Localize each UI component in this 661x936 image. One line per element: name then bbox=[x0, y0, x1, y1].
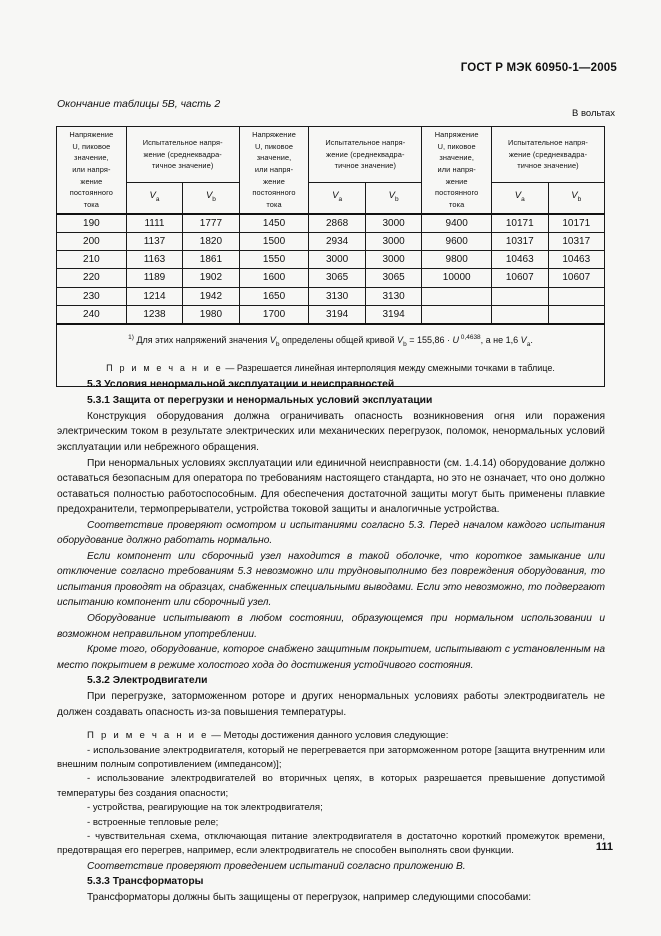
cell-u: 190 bbox=[57, 214, 127, 233]
cell-va: 3000 bbox=[309, 251, 365, 269]
cell-vb: 1942 bbox=[183, 287, 239, 305]
body-paragraph: При перегрузке, заторможенном роторе и других ненормальных условиях работы электродвигатель не должен создавать опасность из-за повышения температуры. bbox=[57, 691, 605, 718]
body-paragraph-italic: Если компонент или сборочный узел находится в такой оболочке, что короткое замыкание или отключение согласно требованиям 5.3 невозможно или трудновыполнимо без повреждения оборудования, то испытания проводят на образцах, снабженных специальными выводами. Если это невозможно, то подвергают испытанию компонент или сборочный узел. bbox=[57, 550, 605, 609]
cell-va: 1214 bbox=[126, 287, 182, 305]
cell-va: 10463 bbox=[492, 251, 548, 269]
voltage-table bbox=[56, 126, 605, 387]
cell-vb: 3194 bbox=[365, 305, 421, 324]
header-voltage-col-1: Напряжение U, пиковое значение, или напря- жение постоянного тока bbox=[57, 127, 127, 214]
cell-va: 1111 bbox=[126, 214, 182, 233]
table-row bbox=[57, 287, 605, 305]
cell-u: 220 bbox=[57, 269, 127, 287]
cell-u: 9600 bbox=[422, 233, 492, 251]
cell-va: 1238 bbox=[126, 305, 182, 324]
cell-vb: 1777 bbox=[183, 214, 239, 233]
table-header-row-1 bbox=[57, 127, 605, 183]
header-va-1: $V_a$ bbox=[126, 183, 182, 214]
cell-u bbox=[422, 287, 492, 305]
header-va-2: $V_a$ bbox=[309, 183, 365, 214]
body-paragraph-italic: Кроме того, оборудование, которое снабжено защитным покрытием, испытывают с установленным на место покрытием в режиме холостого хода до достижения устойчивого состояния. bbox=[57, 644, 605, 671]
body-paragraph: Конструкция оборудования должна ограничивать опасность возникновения огня или поражения электрическим током в результате электрических или механических перегрузок, поломок, ненормальных условий эксплуатации или небрежного обращения. bbox=[57, 410, 605, 453]
cell-va: 3130 bbox=[309, 287, 365, 305]
table-note-line: П р и м е ч а н и е — Разрешается линейная интерполяция между смежными точками в таблице. bbox=[106, 363, 555, 374]
header-vb-2: $V_b$ bbox=[365, 183, 421, 214]
header-voltage-col-3: Напряжение U, пиковое значение, или напря- жение постоянного тока bbox=[422, 127, 492, 214]
cell-va: 1163 bbox=[126, 251, 182, 269]
cell-u: 1450 bbox=[239, 214, 309, 233]
cell-vb: 1980 bbox=[183, 305, 239, 324]
cell-va: 10171 bbox=[492, 214, 548, 233]
header-va-3: $V_a$ bbox=[492, 183, 548, 214]
body-paragraph: При ненормальных условиях эксплуатации или единичной неисправности (см. 1.4.14) оборудование должно оставаться безопасным для оператора по требованиям настоящего стандарта, но это не означает, что оно должно оставаться полностью работоспособным. Для обеспечения достаточной защиты могут быть применены плавкие предохранители, термопрерыватели, устройства токовой защиты и аналогичные устройства. bbox=[57, 457, 605, 516]
cell-u: 200 bbox=[57, 233, 127, 251]
cell-va: 3194 bbox=[309, 305, 365, 324]
cell-va: 10317 bbox=[492, 233, 548, 251]
table-header-row-2 bbox=[57, 183, 605, 214]
body-bullet: - использование электродвигателя, который не перегревается при заторможенном роторе [защита внутренним или внешним полным сопротивлением (импедансом)]; bbox=[57, 744, 605, 771]
body-paragraph: Трансформаторы должны быть защищены от перегрузок, например следующими способами: bbox=[87, 892, 532, 904]
cell-u: 1600 bbox=[239, 269, 309, 287]
table-row bbox=[57, 269, 605, 287]
cell-vb bbox=[548, 305, 605, 324]
units-label: В вольтах bbox=[571, 108, 615, 119]
header-test-voltage-col-2: Испытательное напря- жение (среднеквадра- тичное значение) bbox=[309, 127, 422, 183]
body-bullet: - встроенные тепловые реле; bbox=[87, 816, 219, 828]
cell-u: 1500 bbox=[239, 233, 309, 251]
cell-vb: 1902 bbox=[183, 269, 239, 287]
header-test-voltage-col-3: Испытательное напря- жение (среднеквадра- тичное значение) bbox=[492, 127, 605, 183]
footnote-formula-line: $^{1)}$ Для этих напряжений значения $V_b$ определены общей кривой $V_b = 155,86 \cdot U$ $^{0,4638}$, а не 1,6 $V_a$. bbox=[128, 333, 533, 348]
cell-vb: 3000 bbox=[365, 251, 421, 269]
cell-va: 3065 bbox=[309, 269, 365, 287]
cell-u bbox=[422, 305, 492, 324]
body-bullet: - устройства, реагирующие на ток электродвигателя; bbox=[87, 802, 323, 814]
cell-va: 2934 bbox=[309, 233, 365, 251]
cell-u: 9400 bbox=[422, 214, 492, 233]
cell-u: 1650 bbox=[239, 287, 309, 305]
header-vb-1: $V_b$ bbox=[183, 183, 239, 214]
section-heading-5.3.2: 5.3.2 Электродвигатели bbox=[87, 675, 208, 687]
cell-va bbox=[492, 287, 548, 305]
voltage-table-wrapper bbox=[56, 126, 605, 387]
table-row bbox=[57, 251, 605, 269]
body-paragraph-italic: Соответствие проверяют проведением испытаний согласно приложению В. bbox=[87, 860, 466, 872]
cell-va: 10607 bbox=[492, 269, 548, 287]
cell-va bbox=[492, 305, 548, 324]
standard-header: ГОСТ Р МЭК 60950-1—2005 bbox=[460, 62, 617, 74]
table-caption: Окончание таблицы 5B, часть 2 bbox=[57, 98, 221, 110]
cell-vb: 3065 bbox=[365, 269, 421, 287]
cell-u: 240 bbox=[57, 305, 127, 324]
body-bullet: - чувствительная схема, отключающая питание электродвигателя в достаточно короткий промежуток времени, предотвращая его перегрев, например, если электродвигатель не способен выполнять свои функции. bbox=[57, 830, 605, 857]
header-voltage-col-2: Напряжение U, пиковое значение, или напря- жение постоянного тока bbox=[239, 127, 309, 214]
cell-vb: 3130 bbox=[365, 287, 421, 305]
table-row bbox=[57, 214, 605, 233]
cell-vb: 10607 bbox=[548, 269, 605, 287]
table-row bbox=[57, 305, 605, 324]
cell-u: 1700 bbox=[239, 305, 309, 324]
cell-vb: 10463 bbox=[548, 251, 605, 269]
cell-vb: 10317 bbox=[548, 233, 605, 251]
cell-u: 1550 bbox=[239, 251, 309, 269]
cell-vb: 1861 bbox=[183, 251, 239, 269]
cell-vb: 3000 bbox=[365, 233, 421, 251]
table-row bbox=[57, 233, 605, 251]
body-paragraph-italic: Оборудование испытывают в любом состоянии, образующемся при нормальном использовании и возможном неправильном употреблении. bbox=[57, 613, 605, 640]
cell-vb bbox=[548, 287, 605, 305]
cell-vb: 3000 bbox=[365, 214, 421, 233]
cell-va: 1137 bbox=[126, 233, 182, 251]
cell-va: 1189 bbox=[126, 269, 182, 287]
section-heading-5.3.1: 5.3.1 Защита от перегрузки и ненормальных условий эксплуатации bbox=[87, 394, 433, 406]
cell-u: 10000 bbox=[422, 269, 492, 287]
body-paragraph-italic: Соответствие проверяют осмотром и испытаниями согласно 5.3. Перед началом каждого испытания оборудование должно работать нормально. bbox=[57, 519, 605, 547]
cell-u: 210 bbox=[57, 251, 127, 269]
page-number: 111 bbox=[595, 841, 613, 853]
cell-vb: 10171 bbox=[548, 214, 605, 233]
cell-u: 230 bbox=[57, 287, 127, 305]
cell-va: 2868 bbox=[309, 214, 365, 233]
section-heading-5.3.3: 5.3.3 Трансформаторы bbox=[87, 876, 204, 888]
section-heading-5.3: 5.3 Условия ненормальной эксплуатации и неисправностей bbox=[87, 379, 395, 390]
header-test-voltage-col-1: Испытательное напря- жение (среднеквадра- тичное значение) bbox=[126, 127, 239, 183]
body-bullet: - использование электродвигателей во вторичных цепях, в которых разрешается превышение допустимой температуры без создания опасности; bbox=[57, 773, 605, 799]
header-vb-3: $V_b$ bbox=[548, 183, 605, 214]
body-note: П р и м е ч а н и е — Методы достижения данного условия следующие: bbox=[87, 730, 449, 742]
body-content bbox=[57, 377, 605, 906]
cell-u: 9800 bbox=[422, 251, 492, 269]
cell-vb: 1820 bbox=[183, 233, 239, 251]
